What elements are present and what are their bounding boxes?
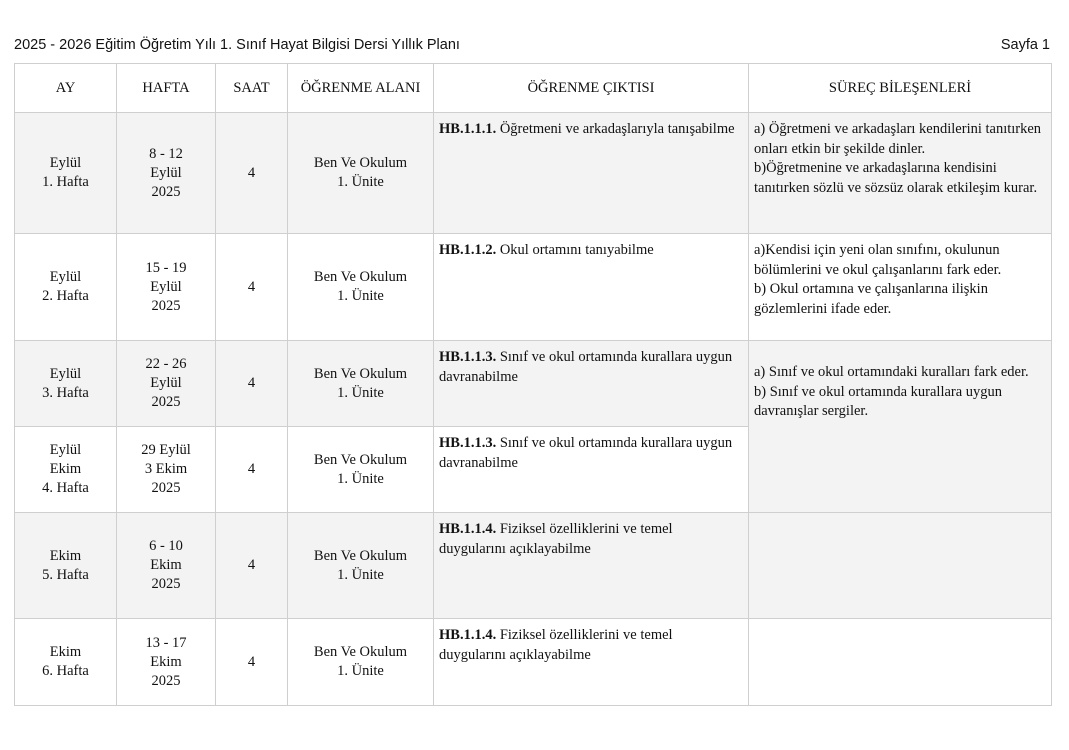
- ay-cell: [15, 113, 117, 234]
- ogrenme-ciktisi-cell: [434, 234, 749, 341]
- saat-cell: 4: [216, 619, 288, 706]
- page-number: Sayfa 1: [1000, 37, 1050, 53]
- outcome-code: HB.1.1.4.: [439, 627, 497, 643]
- hafta-line: Eylül: [150, 278, 182, 295]
- ogrenme-ciktisi-cell: [434, 113, 749, 234]
- hafta-line: 2025: [151, 480, 181, 496]
- annual-plan-table: [14, 63, 1052, 706]
- outcome-code: HB.1.1.3.: [439, 349, 497, 365]
- ay-line: 1. Hafta: [42, 174, 89, 190]
- ay-line: 6. Hafta: [42, 663, 89, 679]
- ay-line: 2. Hafta: [42, 288, 89, 304]
- hafta-cell: [117, 341, 216, 427]
- ogrenme-alani-cell: [288, 341, 434, 427]
- ay-line: Eylül: [49, 442, 82, 458]
- ogrenme-alani-cell: [288, 113, 434, 234]
- table-header-row: [15, 64, 1052, 113]
- ogrenme-alani-cell: [288, 513, 434, 619]
- alan-line: 1. Ünite: [337, 288, 384, 304]
- outcome-code: HB.1.1.1.: [439, 121, 497, 137]
- ogrenme-alani-cell: [288, 619, 434, 706]
- ay-line: 4. Hafta: [42, 480, 89, 496]
- outcome-text: Öğretmeni ve arkadaşlarıyla tanışabilme: [496, 121, 735, 137]
- surec-item: b) Sınıf ve okul ortamında kurallara uygun davranışlar sergiler.: [754, 383, 1003, 419]
- alan-line: Ben Ve Okulum: [313, 269, 408, 285]
- surec-item: a) Öğretmeni ve arkadaşları kendilerini tanıtırken onları etkin bir şekilde dinler.: [754, 121, 1042, 157]
- hafta-cell: [117, 113, 216, 234]
- alan-line: Ben Ve Okulum: [313, 451, 408, 468]
- column-header-ay: AY: [15, 64, 117, 113]
- surec-bilesenleri-cell: [749, 234, 1052, 341]
- alan-line: Ben Ve Okulum: [313, 644, 408, 660]
- surec-bilesenleri-cell: [749, 113, 1052, 234]
- saat-cell: 4: [216, 113, 288, 234]
- alan-line: Ben Ve Okulum: [313, 155, 408, 171]
- hafta-line: 29 Eylül: [141, 442, 191, 458]
- alan-line: Ben Ve Okulum: [313, 365, 408, 382]
- ay-line: Ekim: [49, 547, 82, 564]
- hafta-line: 2025: [151, 672, 181, 689]
- outcome-text: Sınıf ve okul ortamında kurallara uygun davranabilme: [439, 435, 733, 471]
- alan-line: 1. Ünite: [337, 470, 384, 487]
- ogrenme-ciktisi-cell: [434, 341, 749, 427]
- ay-line: Eylül: [49, 269, 82, 285]
- ay-cell: [15, 234, 117, 341]
- table-row: [15, 513, 1052, 619]
- ay-cell: [15, 619, 117, 706]
- hafta-line: 2025: [151, 576, 181, 592]
- hafta-line: 2025: [151, 183, 181, 200]
- ay-line: Eylül: [49, 365, 82, 382]
- surec-item: b)Öğretmenine ve arkadaşlarına kendisini tanıtırken sözlü ve sözsüz olarak etkileşim kurar.: [754, 160, 1038, 196]
- hafta-line: 2025: [151, 297, 181, 314]
- ay-line: 3. Hafta: [42, 384, 89, 401]
- ay-cell: [15, 427, 117, 513]
- column-header-saat: SAAT: [216, 64, 288, 113]
- alan-line: 1. Ünite: [337, 566, 384, 583]
- outcome-code: HB.1.1.4.: [439, 521, 497, 537]
- outcome-code: HB.1.1.2.: [439, 242, 497, 258]
- surec-item: a) Sınıf ve okul ortamındaki kuralları fark eder.: [754, 364, 1029, 380]
- column-header-surec-bilesenleri: SÜREÇ BİLEŞENLERİ: [749, 64, 1052, 113]
- column-header-ogrenme-alani: ÖĞRENME ALANI: [288, 64, 434, 113]
- ogrenme-ciktisi-cell: [434, 619, 749, 706]
- table-row: [15, 234, 1052, 341]
- ogrenme-ciktisi-cell: [434, 427, 749, 513]
- saat-cell: 4: [216, 341, 288, 427]
- outcome-code: HB.1.1.3.: [439, 435, 497, 451]
- ogrenme-ciktisi-cell: [434, 513, 749, 619]
- outcome-text: Fiziksel özelliklerini ve temel duygularını açıklayabilme: [439, 521, 673, 557]
- hafta-line: 22 - 26: [145, 356, 187, 372]
- saat-cell: 4: [216, 234, 288, 341]
- hafta-line: Ekim: [150, 653, 182, 670]
- ay-line: Eylül: [49, 155, 82, 171]
- ay-line: Ekim: [49, 644, 82, 660]
- hafta-line: Ekim: [150, 557, 182, 573]
- hafta-cell: [117, 234, 216, 341]
- hafta-cell: [117, 427, 216, 513]
- ogrenme-alani-cell: [288, 427, 434, 513]
- hafta-line: 8 - 12: [149, 145, 183, 162]
- outcome-text: Okul ortamını tanıyabilme: [496, 242, 654, 258]
- saat-cell: 4: [216, 427, 288, 513]
- document-title: 2025 - 2026 Eğitim Öğretim Yılı 1. Sınıf Hayat Bilgisi Dersi Yıllık Planı: [14, 37, 460, 53]
- alan-line: 1. Ünite: [337, 174, 384, 190]
- column-header-ogrenme-ciktisi: ÖĞRENME ÇIKTISI: [434, 64, 749, 113]
- ay-cell: [15, 513, 117, 619]
- alan-line: Ben Ve Okulum: [313, 547, 408, 564]
- hafta-line: 2025: [151, 394, 181, 410]
- table-row: [15, 341, 1052, 427]
- surec-bilesenleri-cell: [749, 513, 1052, 619]
- saat-cell: 4: [216, 513, 288, 619]
- page-header: [14, 37, 1050, 57]
- ogrenme-alani-cell: [288, 234, 434, 341]
- hafta-line: 6 - 10: [149, 538, 183, 554]
- alan-line: 1. Ünite: [337, 663, 384, 679]
- ay-cell: [15, 341, 117, 427]
- surec-item: b) Okul ortamına ve çalışanlarına ilişkin gözlemlerini ifade eder.: [754, 281, 988, 317]
- ay-line: Ekim: [49, 461, 82, 477]
- surec-bilesenleri-cell: [749, 619, 1052, 706]
- surec-bilesenleri-cell: [749, 341, 1052, 513]
- hafta-cell: [117, 619, 216, 706]
- hafta-line: 13 - 17: [145, 634, 187, 651]
- table-row: [15, 619, 1052, 706]
- outcome-text: Fiziksel özelliklerini ve temel duygularını açıklayabilme: [439, 627, 673, 663]
- hafta-line: Eylül: [150, 164, 182, 181]
- column-header-hafta: HAFTA: [117, 64, 216, 113]
- table-row: [15, 113, 1052, 234]
- alan-line: 1. Ünite: [337, 384, 384, 401]
- outcome-text: Sınıf ve okul ortamında kurallara uygun davranabilme: [439, 349, 733, 385]
- hafta-cell: [117, 513, 216, 619]
- ay-line: 5. Hafta: [42, 566, 89, 583]
- hafta-line: Eylül: [150, 375, 182, 391]
- hafta-line: 15 - 19: [145, 259, 187, 276]
- hafta-line: 3 Ekim: [144, 461, 188, 477]
- surec-item: a)Kendisi için yeni olan sınıfını, okulunun bölümlerini ve okul çalışanlarını fark eder.: [754, 242, 1002, 278]
